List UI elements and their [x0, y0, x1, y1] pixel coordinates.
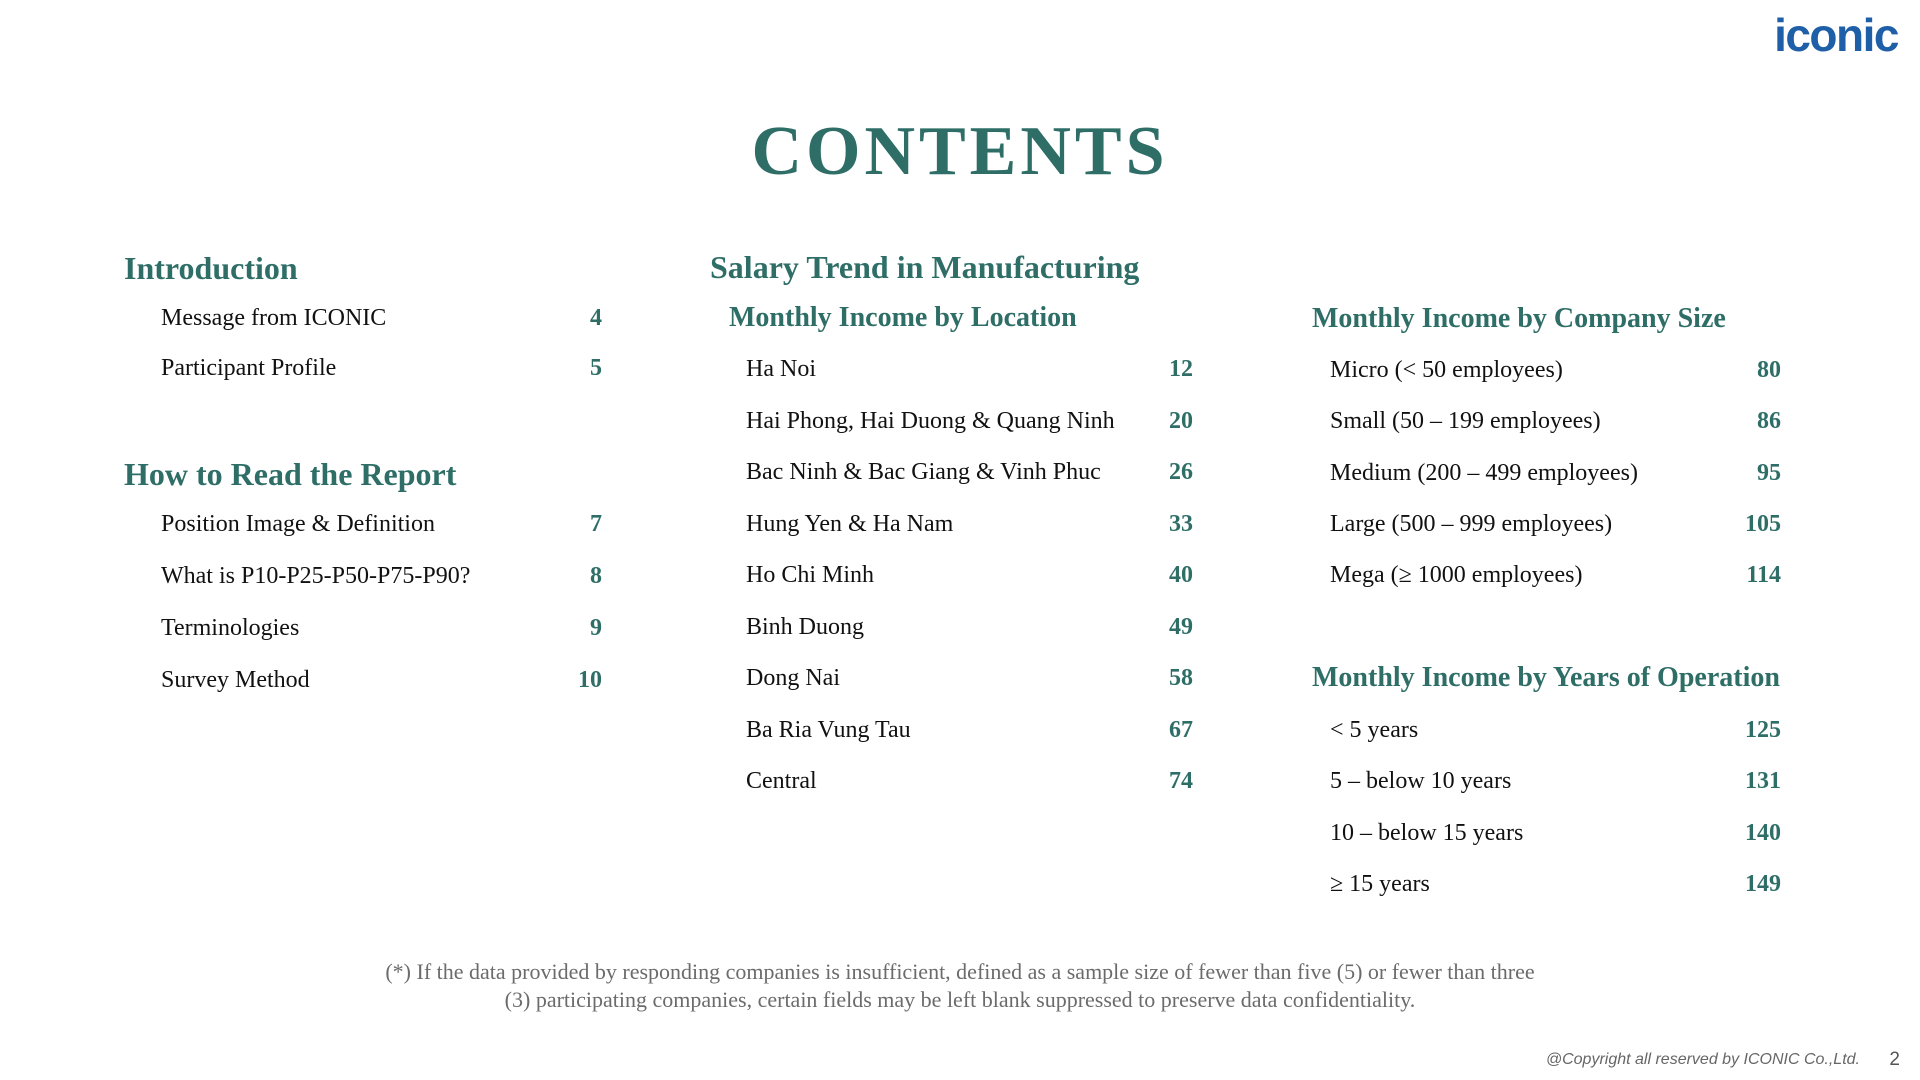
toc-item-label: Hai Phong, Hai Duong & Quang Ninh — [746, 407, 1115, 434]
toc-item-page: 5 — [590, 355, 602, 381]
toc-item-page: 80 — [1757, 357, 1781, 383]
toc-item[interactable] — [746, 510, 1193, 538]
toc-item[interactable] — [746, 613, 1193, 641]
toc-item-page: 7 — [590, 511, 602, 537]
toc-item-label: Survey Method — [161, 667, 310, 693]
toc-item-label: Binh Duong — [746, 613, 865, 640]
toc-item[interactable] — [746, 407, 1193, 435]
heading-how-to-read: How to Read the Report — [124, 456, 457, 492]
heading-salary-trend: Salary Trend in Manufacturing — [710, 249, 1140, 285]
toc-item-page: 8 — [590, 563, 602, 589]
toc-item-page: 20 — [1169, 407, 1193, 434]
toc-item-label: Ba Ria Vung Tau — [746, 716, 911, 743]
toc-item[interactable] — [1330, 819, 1781, 847]
toc-item[interactable] — [746, 768, 1193, 795]
heading-by-years: Monthly Income by Years of Operation — [1312, 662, 1780, 693]
toc-item-label: Large (500 – 999 employees) — [1330, 510, 1613, 537]
toc-item-page: 12 — [1169, 356, 1193, 382]
toc-item-page: 114 — [1746, 562, 1781, 589]
toc-item-label: What is P10-P25-P50-P75-P90? — [161, 563, 471, 589]
toc-item-page: 26 — [1169, 459, 1193, 485]
toc-item-page: 86 — [1757, 408, 1781, 435]
toc-item[interactable] — [1330, 357, 1781, 384]
toc-item-page: 10 — [578, 667, 602, 693]
toc-item[interactable] — [161, 305, 602, 332]
toc-item-page: 49 — [1169, 613, 1193, 640]
toc-item-page: 74 — [1169, 768, 1193, 794]
toc-item[interactable] — [161, 355, 602, 382]
toc-item-label: Ho Chi Minh — [746, 562, 875, 588]
iconic-logo: iconic — [1774, 9, 1898, 61]
toc-item[interactable] — [746, 562, 1193, 589]
toc-item-page: 131 — [1745, 768, 1781, 795]
toc-item-label: Central — [746, 768, 817, 794]
toc-item-label: ≥ 15 years — [1330, 870, 1430, 897]
footnote-line-2: (3) participating companies, certain fields may be left blank suppressed to preserve data confidentiality. — [504, 987, 1416, 1012]
toc-item-page: 149 — [1745, 870, 1781, 897]
toc-item-label: < 5 years — [1330, 717, 1419, 743]
toc-item-label: Position Image & Definition — [161, 511, 435, 537]
toc-item-label: Medium (200 – 499 employees) — [1330, 459, 1638, 486]
toc-item[interactable] — [161, 511, 602, 538]
toc-item-label: Micro (< 50 employees) — [1330, 357, 1563, 383]
copyright-notice: @Copyright all reserved by ICONIC Co.,Ltd. — [1545, 1051, 1860, 1068]
toc-item[interactable] — [161, 563, 602, 590]
toc-item-page: 67 — [1169, 716, 1193, 743]
toc-item-label: Terminologies — [161, 615, 300, 641]
toc-item[interactable] — [161, 667, 602, 694]
toc-item-page: 4 — [590, 305, 602, 331]
toc-item-label: 5 – below 10 years — [1330, 768, 1512, 795]
toc-item-label: Bac Ninh & Bac Giang & Vinh Phuc — [746, 459, 1101, 485]
toc-item-label: Small (50 – 199 employees) — [1330, 408, 1601, 435]
toc-item-label: Dong Nai — [746, 665, 840, 691]
toc-item-label: Message from ICONIC — [161, 305, 387, 331]
toc-item-page: 105 — [1745, 510, 1781, 537]
toc-item[interactable] — [161, 615, 602, 642]
toc-item-page: 40 — [1169, 562, 1193, 588]
page-number: 2 — [1889, 1049, 1900, 1070]
toc-item[interactable] — [1330, 717, 1781, 744]
toc-item[interactable] — [1330, 510, 1781, 538]
toc-item-page: 95 — [1757, 459, 1781, 486]
heading-by-location: Monthly Income by Location — [729, 302, 1077, 333]
toc-item-label: Participant Profile — [161, 355, 337, 381]
toc-item-page: 125 — [1745, 717, 1781, 743]
toc-item[interactable] — [746, 716, 1193, 744]
toc-item-page: 58 — [1169, 665, 1193, 691]
toc-item[interactable] — [746, 356, 1193, 383]
toc-item-label: Hung Yen & Ha Nam — [746, 510, 954, 537]
toc-item[interactable] — [1330, 562, 1781, 589]
toc-item[interactable] — [1330, 408, 1781, 435]
toc-item-label: Mega (≥ 1000 employees) — [1330, 562, 1583, 589]
heading-by-company-size: Monthly Income by Company Size — [1312, 303, 1726, 334]
toc-item-label: 10 – below 15 years — [1330, 819, 1524, 846]
toc-item-label: Ha Noi — [746, 356, 816, 382]
toc-item[interactable] — [746, 665, 1193, 692]
toc-item[interactable] — [1330, 768, 1781, 795]
toc-item[interactable] — [1330, 459, 1781, 487]
toc-item[interactable] — [746, 459, 1193, 486]
toc-item[interactable] — [1330, 870, 1781, 898]
toc-item-page: 9 — [590, 615, 602, 641]
toc-item-page: 33 — [1169, 510, 1193, 537]
page-title: CONTENTS — [751, 113, 1169, 190]
footnote-line-1: (*) If the data provided by responding companies is insufficient, defined as a sample size of fewer than five (5) or fewer than three — [385, 959, 1535, 984]
heading-introduction: Introduction — [124, 250, 298, 286]
footnote — [0, 958, 1920, 1014]
toc-item-page: 140 — [1745, 819, 1781, 846]
